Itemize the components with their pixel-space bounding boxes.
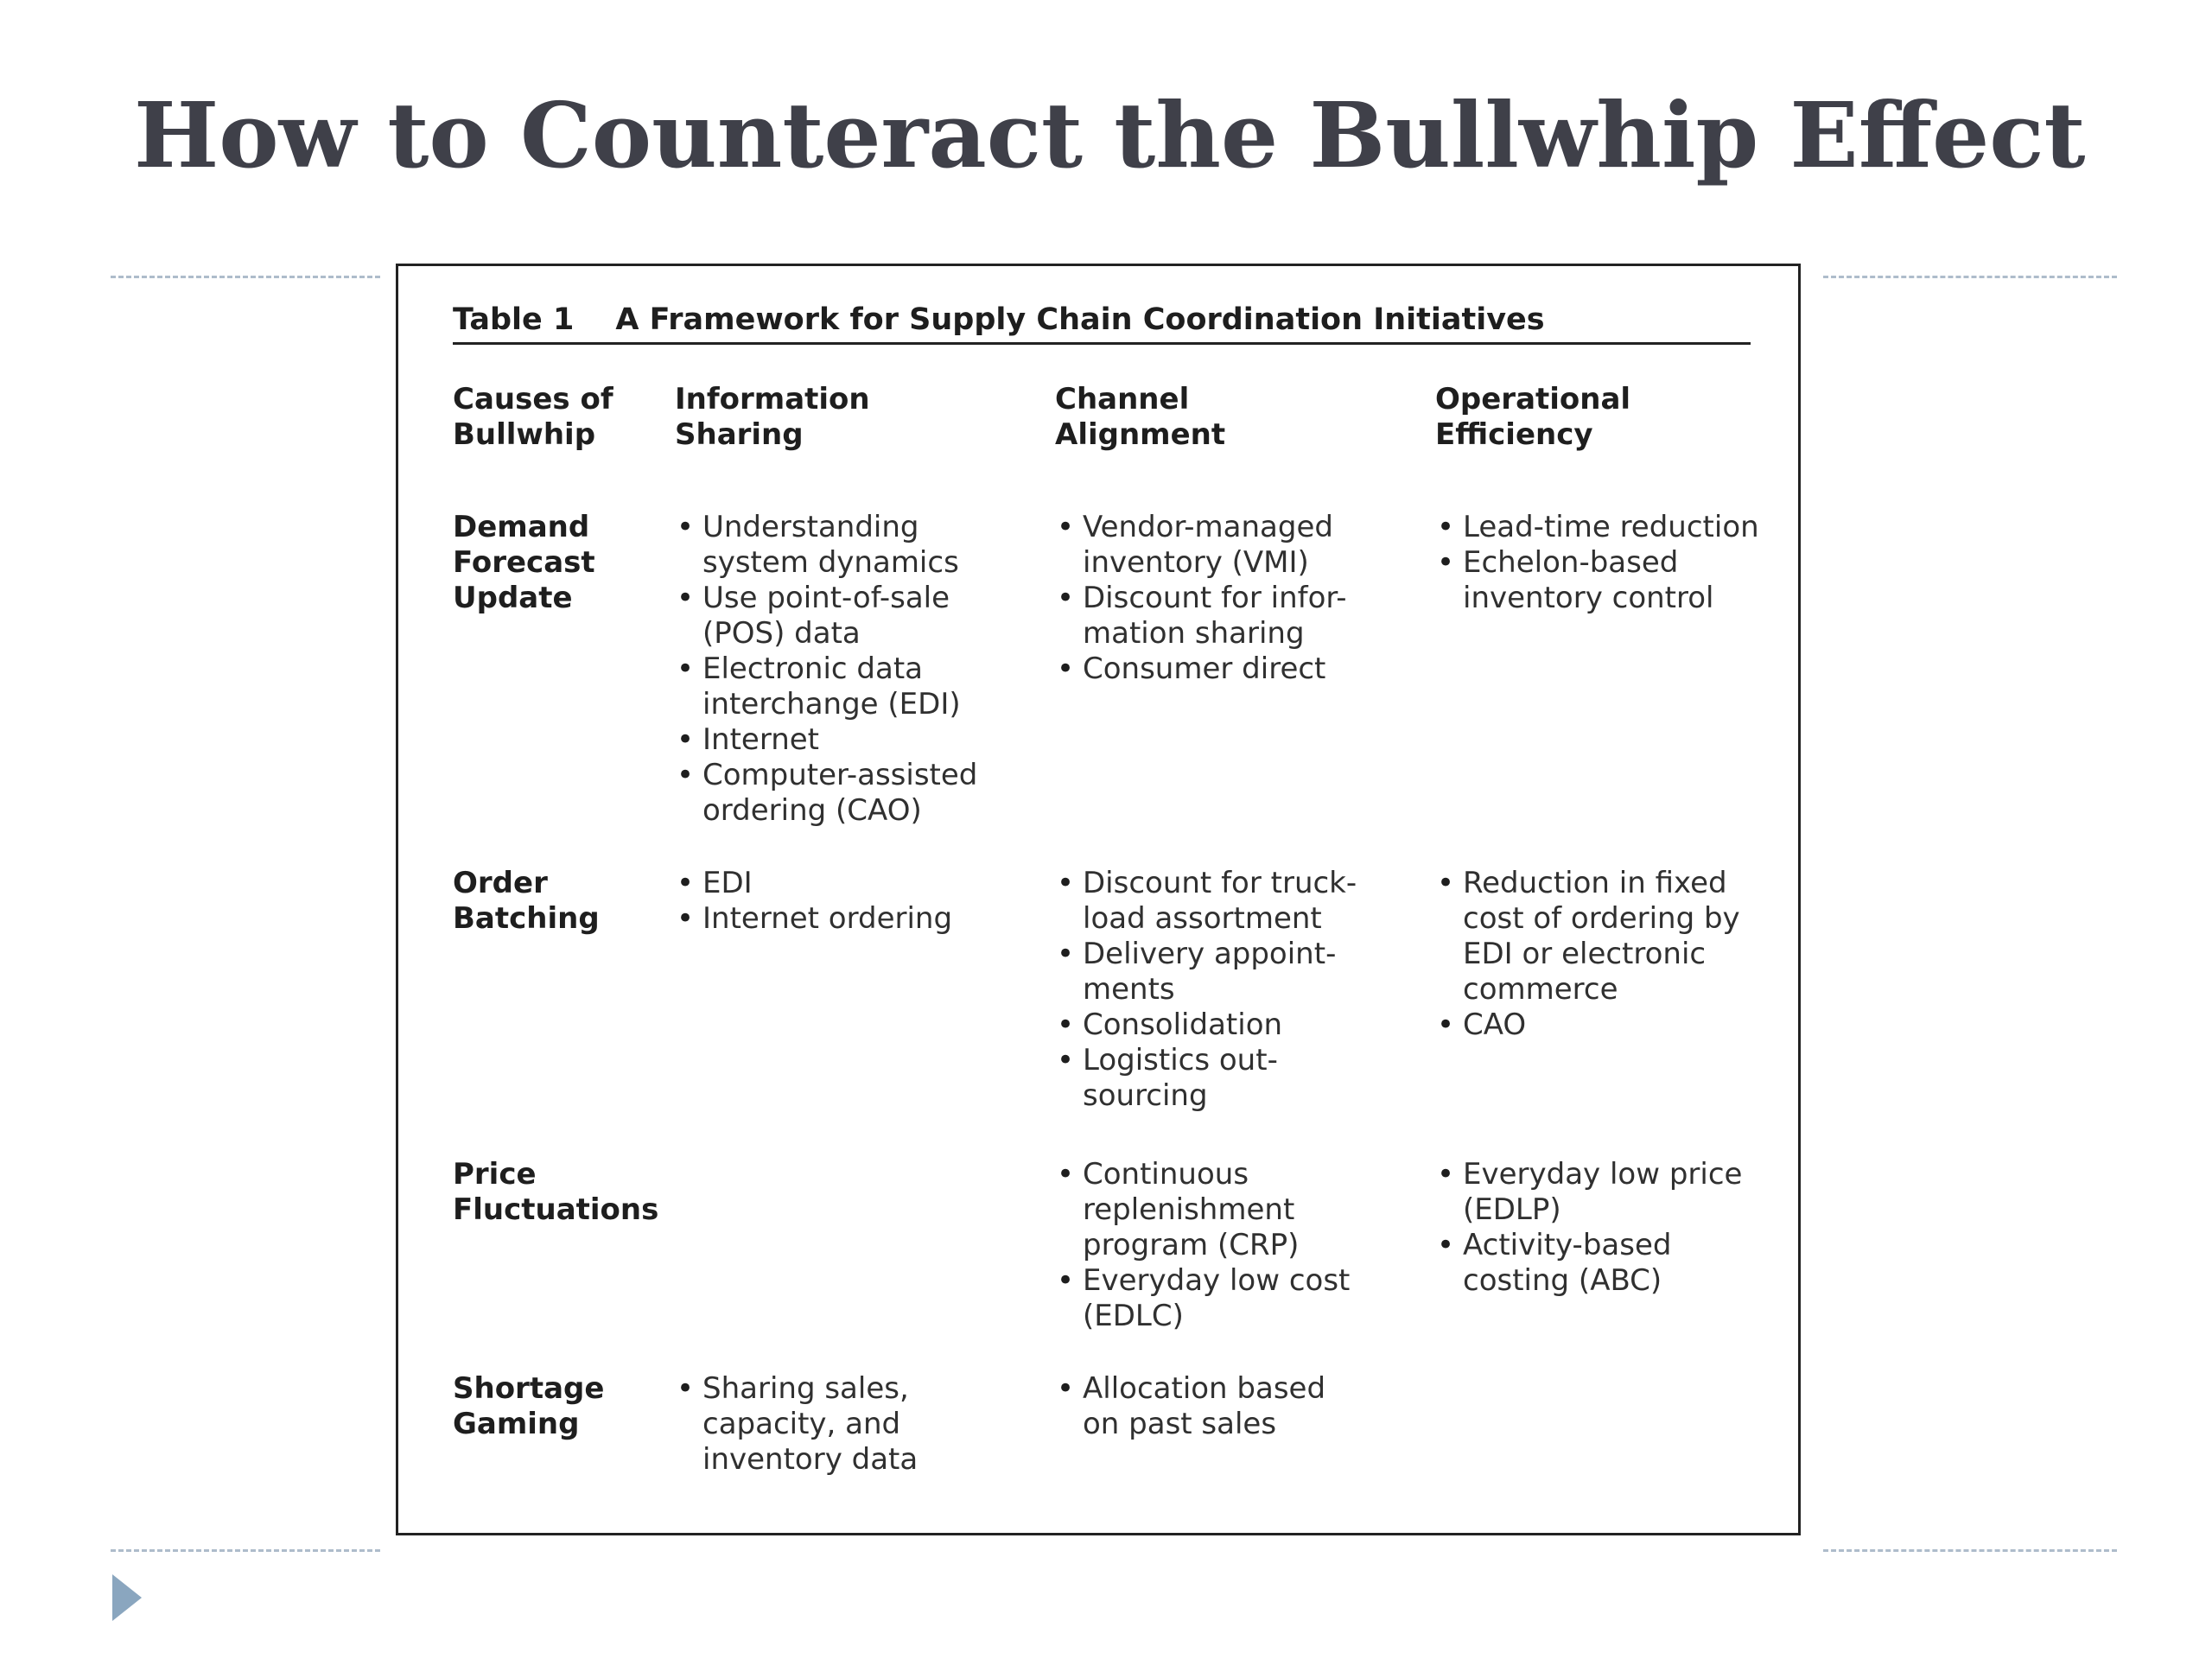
bottom-left-divider [111, 1549, 380, 1552]
bottom-right-divider [1823, 1549, 2117, 1552]
list-item: • Use point-of-sale (POS) data [675, 581, 1038, 652]
list-item: • Internet [675, 722, 1038, 758]
table-caption-text: A Framework for Supply Chain Coordination Initiatives [615, 302, 1545, 337]
slide-title: How to Counteract the Bullwhip Effect [134, 82, 2086, 188]
header-causes [453, 382, 660, 453]
list-item: • Understanding system dynamics [675, 510, 1038, 581]
list-item: • EDI [675, 866, 1038, 901]
cause-line: Gaming [453, 1407, 580, 1441]
header-information-sharing [675, 382, 1038, 453]
list-item: • Discount for infor- mation sharing [1055, 581, 1418, 652]
list-item: • Consumer direct [1055, 652, 1418, 687]
cause-line: Order [453, 866, 548, 900]
cause-line: Update [453, 581, 573, 615]
top-right-divider [1823, 276, 2117, 278]
header-operational-line: Efficiency [1435, 417, 1593, 452]
list-item: • Sharing sales, capacity, and inventory data [675, 1371, 1038, 1478]
table-image-frame [396, 264, 1801, 1535]
header-causes-line: Causes of [453, 382, 613, 416]
shortage-channel-alignment-cell [1055, 1371, 1418, 1442]
cause-line: Fluctuations [453, 1192, 659, 1227]
list-item: • Vendor-managed inventory (VMI) [1055, 510, 1418, 581]
list-item: • Delivery appoint- ments [1055, 937, 1418, 1007]
list-item: • Everyday low price (EDLP) [1435, 1157, 1781, 1228]
list-item: • Echelon-based inventory control [1435, 545, 1781, 616]
list-item: • Electronic data interchange (EDI) [675, 652, 1038, 722]
cause-line: Batching [453, 901, 600, 936]
list-item: • Computer-assisted ordering (CAO) [675, 758, 1038, 829]
list-item: • Continuous replenishment program (CRP) [1055, 1157, 1418, 1263]
header-information-line: Information [675, 382, 870, 416]
header-channel-line: Channel [1055, 382, 1190, 416]
header-operational-line: Operational [1435, 382, 1631, 416]
triangle-bullet-icon [112, 1574, 142, 1621]
table-caption [453, 302, 1751, 345]
cause-line: Forecast [453, 545, 595, 580]
list-item: • CAO [1435, 1007, 1781, 1043]
cause-line: Price [453, 1157, 537, 1192]
list-item: • Internet ordering [675, 901, 1038, 937]
demand-information-sharing-cell [675, 510, 1038, 829]
top-left-divider [111, 276, 380, 278]
cause-line: Demand [453, 510, 590, 544]
list-item: • Logistics out- sourcing [1055, 1043, 1418, 1114]
batching-channel-alignment-cell [1055, 866, 1418, 1114]
header-channel-line: Alignment [1055, 417, 1226, 452]
list-item: • Consolidation [1055, 1007, 1418, 1043]
demand-channel-alignment-cell [1055, 510, 1418, 687]
cause-demand-forecast-update [453, 510, 660, 616]
list-item: • Allocation based on past sales [1055, 1371, 1418, 1442]
list-item: • Everyday low cost (EDLC) [1055, 1263, 1418, 1334]
header-information-line: Sharing [675, 417, 804, 452]
demand-operational-efficiency-cell [1435, 510, 1781, 616]
header-causes-line: Bullwhip [453, 417, 596, 452]
batching-operational-efficiency-cell [1435, 866, 1781, 1043]
batching-information-sharing-cell [675, 866, 1038, 937]
shortage-information-sharing-cell [675, 1371, 1038, 1478]
list-item: • Lead-time reduction [1435, 510, 1781, 545]
price-channel-alignment-cell [1055, 1157, 1418, 1334]
header-operational-efficiency [1435, 382, 1781, 453]
table-caption-label: Table 1 [453, 302, 575, 337]
cause-shortage-gaming [453, 1371, 660, 1442]
cause-price-fluctuations [453, 1157, 660, 1228]
price-operational-efficiency-cell [1435, 1157, 1781, 1299]
cause-order-batching [453, 866, 660, 937]
header-channel-alignment [1055, 382, 1418, 453]
cause-line: Shortage [453, 1371, 605, 1406]
list-item: • Activity-based costing (ABC) [1435, 1228, 1781, 1299]
list-item: • Discount for truck- load assortment [1055, 866, 1418, 937]
list-item: • Reduction in fixed cost of ordering by EDI or electronic commerce [1435, 866, 1781, 1007]
